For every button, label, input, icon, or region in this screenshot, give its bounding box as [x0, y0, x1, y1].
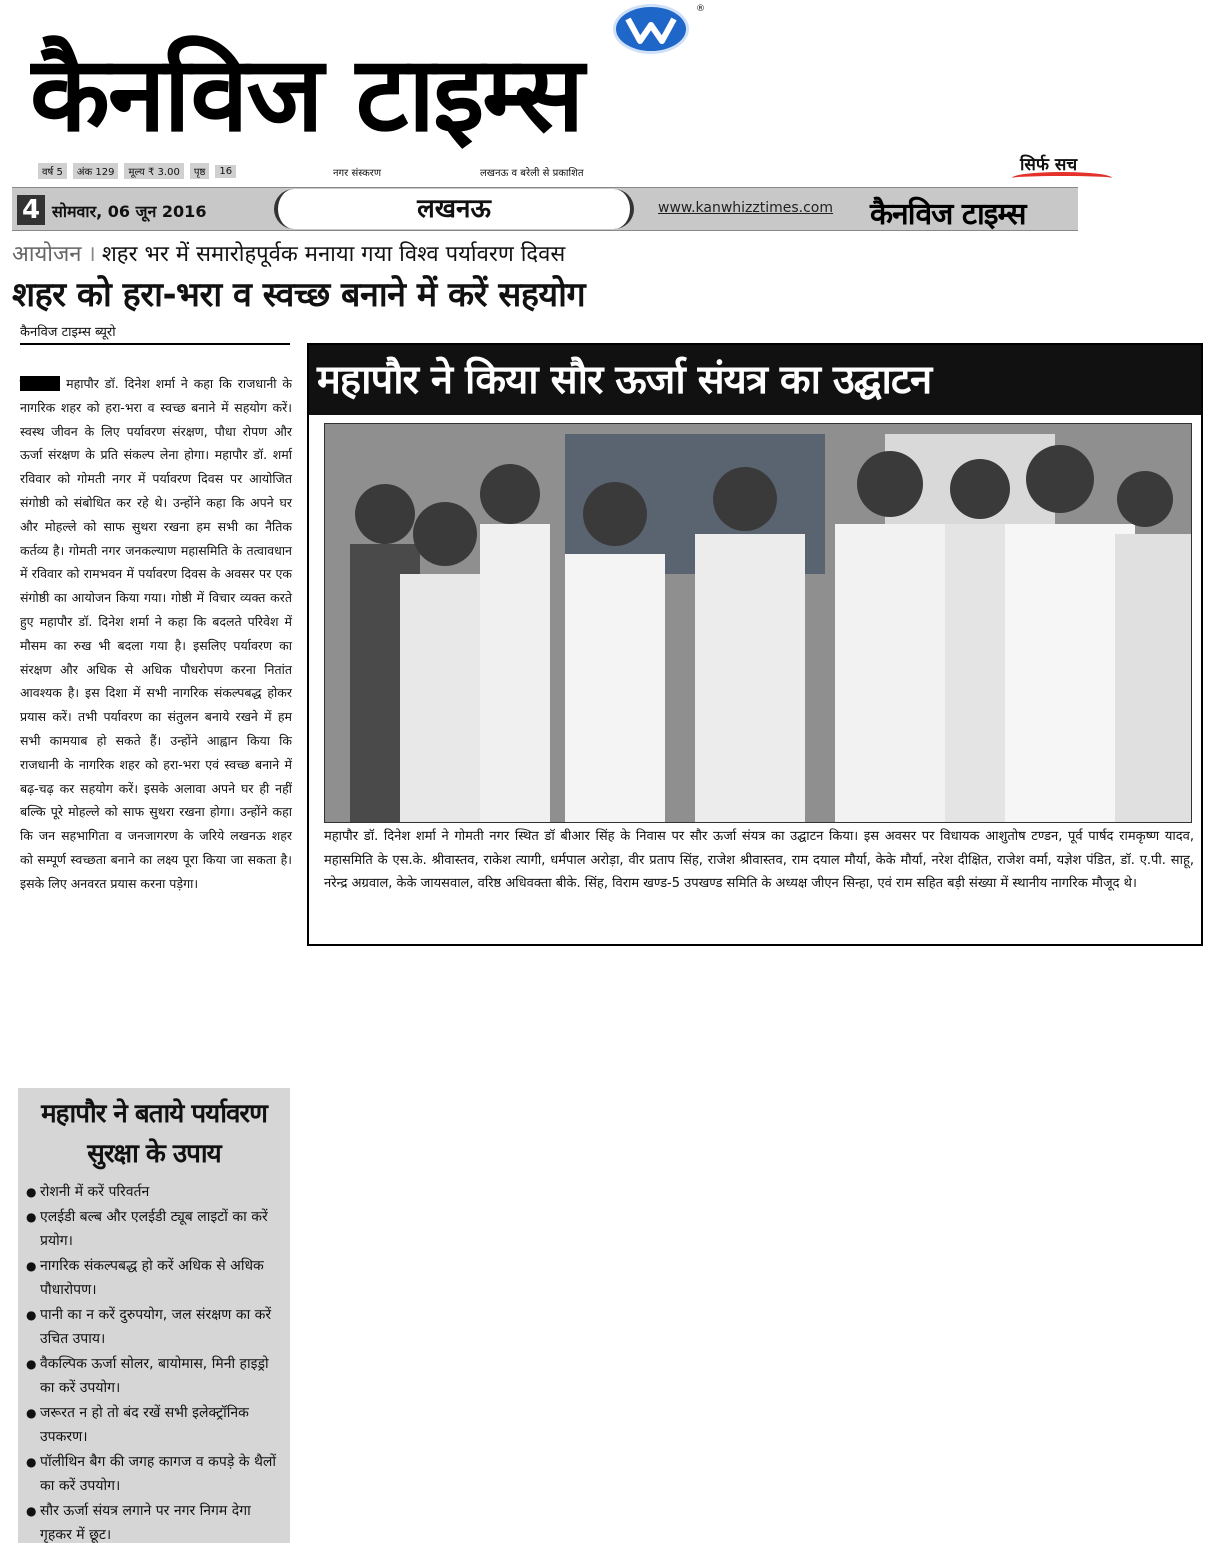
kicker: आयोजन [12, 242, 82, 267]
group-photo [324, 423, 1192, 823]
issue-date: सोमवार, 06 जून 2016 [52, 202, 207, 221]
dateline: लखनऊ। [20, 376, 61, 391]
kicker-line [12, 238, 565, 268]
published-from: लखनऊ व बरेली से प्रकाशित [480, 168, 584, 179]
list-item: ● पानी का न करें दुरुपयोग, जल संरक्षण का करें उचित उपाय। [26, 1303, 282, 1351]
sidebar-title-2: सुरक्षा के उपाय [87, 1139, 221, 1169]
registered-mark: ® [696, 4, 705, 14]
edition: नगर संस्करण [333, 168, 382, 179]
kicker-separator: । [87, 242, 96, 267]
issue-info [38, 163, 236, 179]
story-headline: महापौर ने किया सौर ऊर्जा संयत्र का उद्घाटन [309, 345, 1201, 415]
city-label: लखनऊ [274, 189, 634, 229]
issue-price: मूल्य ₹ 3.00 [124, 163, 183, 179]
tips-sidebar [18, 1088, 290, 1543]
tagline: सिर्फ सच [1020, 155, 1078, 175]
main-headline: शहर को हरा-भरा व स्वच्छ बनाने में करें सहयोग [12, 275, 586, 315]
group-photo-illustration [325, 424, 1192, 823]
photo-caption: महापौर डॉ. दिनेश शर्मा ने गोमती नगर स्थित डॉ बीआर सिंह के निवास पर सौर ऊर्जा संयत्र का उद्घाटन किया। इस अवसर पर विधायक आशुतोष टण्डन, पूर्व पार्षद रामकृष्ण यादव, महासमिति के एस.के. श्रीवास्तव, राकेश त्यागी, धर्मपाल अरोड़ा, वीर प्रताप सिंह, राजेश श्रीवास्तव, राम दयाल मौर्या, केके मौर्या, नरेश दीक्षित, राजेश वर्मा, यज्ञेश पंडित, डॉ. ए.पी. साहू, नरेन्द्र अग्रवाल, केके जायसवाल, वरिष्ठ अधिवक्ता बीके. सिंह, विराम खण्ड-5 उपखण्ड समिति के अध्यक्ष जीएन सिन्हा, एवं राम सहित बड़ी संख्या में स्थानीय नागरिक मौजूद थे। [324, 829, 1194, 891]
issue-pages-label: पृष्ठ [190, 163, 210, 179]
date-bar [12, 187, 1078, 231]
list-item: ● पॉलीथिन बैग की जगह कागज व कपड़े के थैलों का करें उपयोग। [26, 1450, 282, 1498]
list-item: ● नागरिक संकल्पबद्ध हो करें अधिक से अधिक पौधारोपण। [26, 1254, 282, 1302]
issue-number: अंक 129 [73, 163, 119, 179]
sidebar-title-1: महापौर ने बताये पर्यावरण [41, 1099, 267, 1129]
list-item: ● वैकल्पिक ऊर्जा सोलर, बायोमास, मिनी हाइड्रो का करें उपयोग। [26, 1352, 282, 1400]
tips-list [26, 1180, 282, 1545]
newspaper-title: कैनविज टाइम्स [30, 34, 583, 154]
list-item: ● एलईडी बल्ब और एलईडी ट्यूब लाइटों का करें प्रयोग। [26, 1205, 282, 1253]
article-text: महापौर डॉ. दिनेश शर्मा ने कहा कि राजधानी के नागरिक शहर को हरा-भरा व स्वच्छ बनाने में सहयोग करें। स्वस्थ जीवन के लिए पर्यावरण संरक्षण, पौधा रोपण और ऊर्जा संरक्षण के प्रति संकल्प लेना होगा। महापौर डॉ. शर्मा रविवार को गोमती नगर में पर्यावरण दिवस पर आयोजित संगोष्ठी को संबोधित कर रहे थे। उन्होंने कहा कि अपने घर और मोहल्ले को साफ सुथरा रखना हम सभी का नैतिक कर्तव्य है। गोमती नगर जनकल्याण महासमिति के तत्वावधान में रविवार को रामभवन में पर्यावरण दिवस के अवसर पर एक संगोष्ठी का आयोजन किया गया। गोष्ठी में विचार व्यक्त करते हुए महापौर डॉ. दिनेश शर्मा ने कहा कि बदलते परिवेश में मौसम का रुख भी बदला गया है। इसलिए पर्यावरण का संरक्षण और अधिक से अधिक पौधरोपण करना नितांत आवश्यक है। इस दिशा में सभी नागरिक संकल्पबद्ध होकर प्रयास करें। तभी पर्यावरण का संतुलन बनाये रखने में हम सभी कामयाब हो सकते हैं। उन्होंने आह्वान किया कि राजधानी के नागरिक शहर को हरा-भरा एवं स्वच्छ बनाने में बढ़-चढ़ कर सहयोग करें। इसके अलावा अपने घर ही नहीं बल्कि पूरे मोहल्ले को साफ सुथरा रखना होगा। उन्होंने कहा कि जन सहभागिता व जनजागरण के जरिये लखनऊ शहर को सम्पूर्ण स्वच्छता बनाने का लक्ष्य पूरा किया जा सकता है। इसके लिए अनवरत प्रयास करना पड़ेगा। [20, 376, 292, 891]
article-body [20, 372, 292, 896]
byline: कैनविज टाइम्स ब्यूरो [20, 322, 290, 345]
photo-story [307, 343, 1203, 946]
issue-pages: 16 [215, 165, 236, 178]
subheadline: शहर भर में समारोहपूर्वक मनाया गया विश्व पर्यावरण दिवस [101, 242, 566, 267]
list-item: ● रोशनी में करें परिवर्तन [26, 1180, 282, 1204]
website-link[interactable]: www.kanwhizztimes.com [658, 200, 834, 216]
list-item: ● जरूरत न हो तो बंद रखें सभी इलेक्ट्रॉनिक उपकरण। [26, 1401, 282, 1449]
issue-year: वर्ष 5 [38, 163, 67, 179]
tagline-swoosh [1012, 172, 1112, 184]
page-number: 4 [17, 195, 45, 225]
brand-small: कैनविज टाइम्स [870, 197, 1026, 232]
list-item: ● सौर ऊर्जा संयत्र लगाने पर नगर निगम देगा गृहकर में छूट। [26, 1499, 282, 1545]
